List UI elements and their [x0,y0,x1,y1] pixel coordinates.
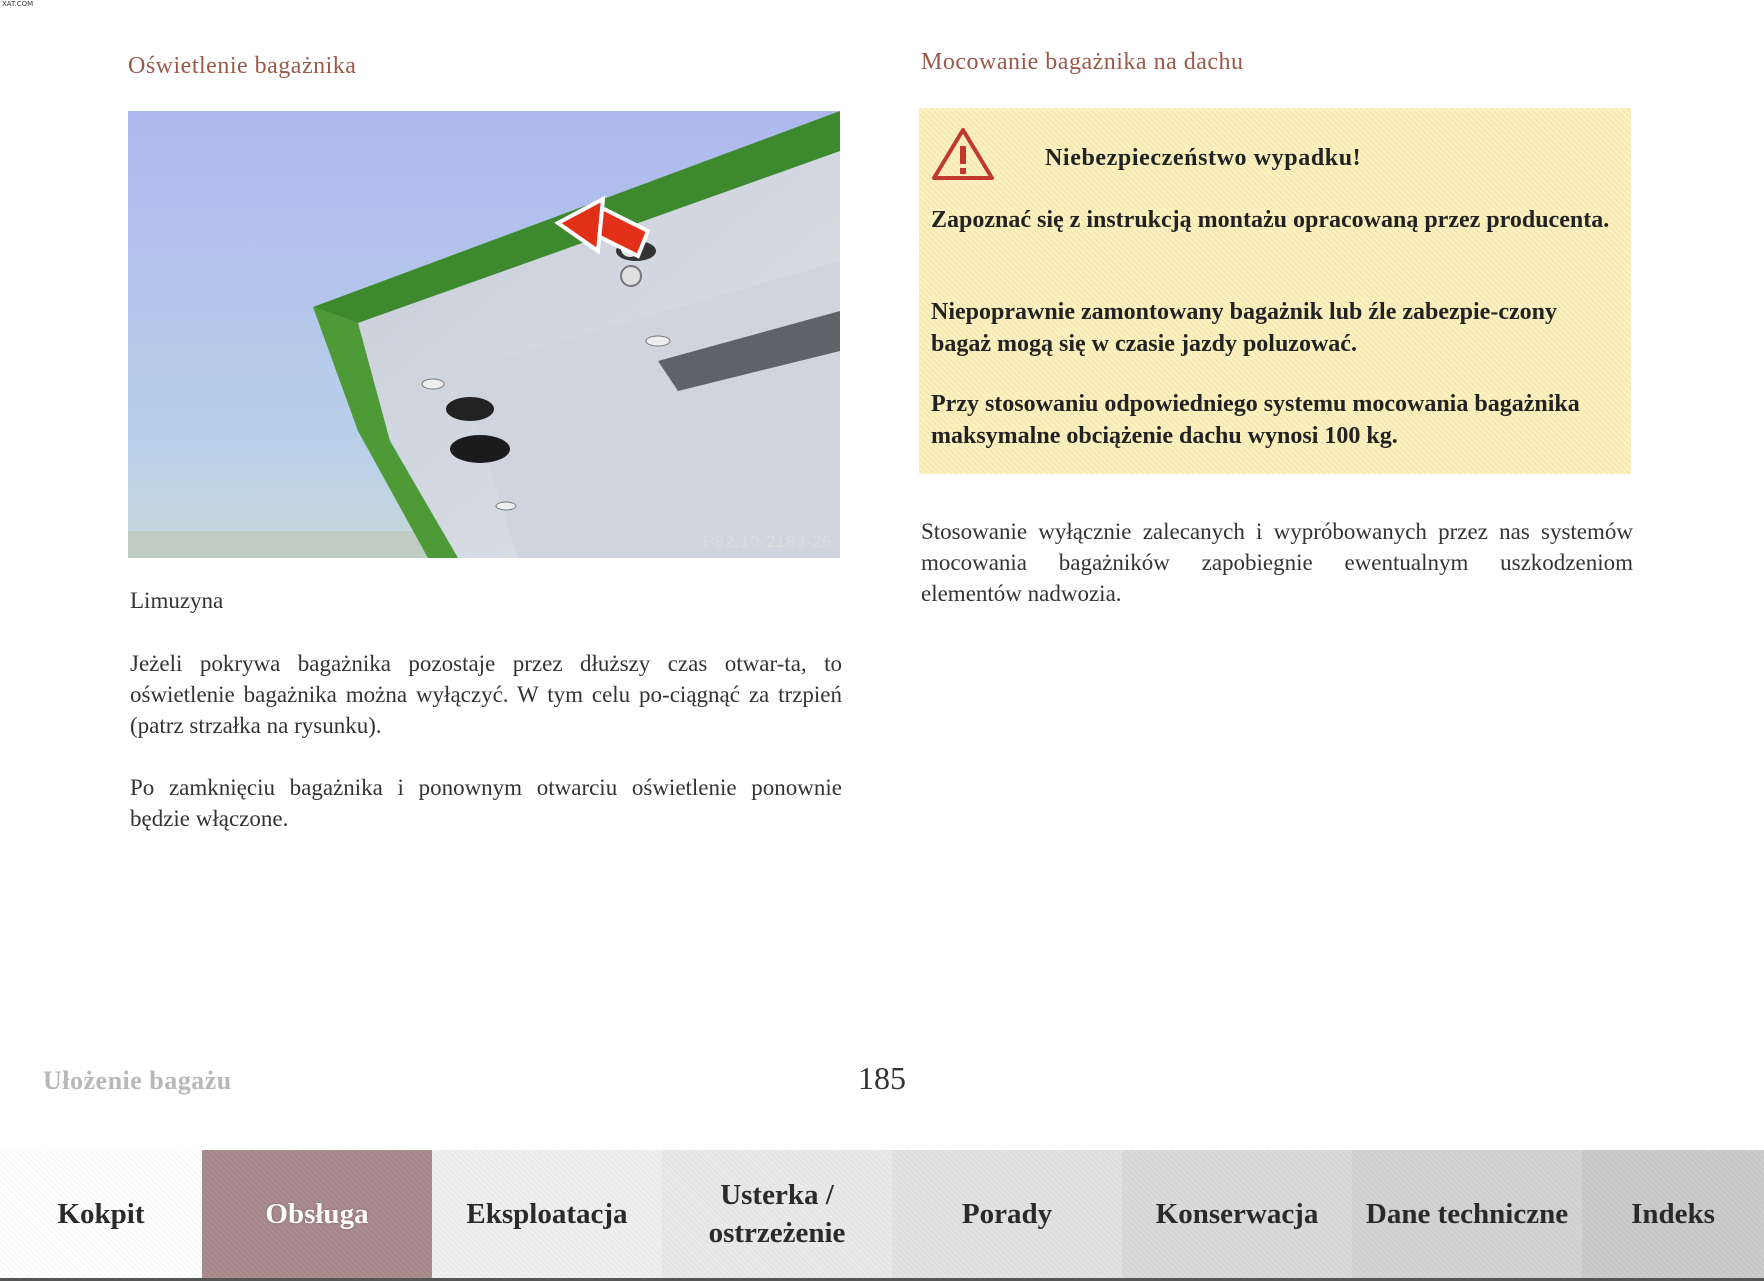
roof-rack-paragraph: Stosowanie wyłącznie zalecanych i wypróbowanych przez nas systemów mocowania bagażników zapobiegnie ewentualnym uszkodzeniom elementów nadwozia. [921,519,1633,606]
section-footer: Ułożenie bagażu [43,1066,232,1095]
watermark: XAT.COM [2,0,34,8]
tab-usterka[interactable]: Usterka / ostrzeżenie [662,1150,892,1278]
warning-text-3: Przy stosowaniu odpowiedniego systemu mocowania bagażnika maksymalne obciążenie dachu wynosi 100 kg. [931,391,1580,449]
figure-caption: Limuzyna [130,588,224,613]
warning-text-1: Zapoznać się z instrukcją montażu opracowaną przez producenta. [931,207,1610,233]
roof-rack-heading: Mocowanie bagażnika na dachu [921,49,1244,75]
paragraph-1: Jeżeli pokrywa bagażnika pozostaje przez dłuższy czas otwar-ta, to oświetlenie bagażnika można wyłączyć. W tym celu po-ciągnąć za trzpień (patrz strzałka na rysunku). [130,651,842,738]
tab-obsluga[interactable]: Obsługa [202,1150,432,1278]
warning-text-2: Niepoprawnie zamontowany bagażnik lub źle zabezpie-czony bagaż mogą się w czasie jazdy poluzować. [931,299,1557,357]
chapter-nav [0,1150,1764,1281]
warning-title: Niebezpieczeństwo wypadku! [1045,145,1362,171]
trunk-light-heading: Oświetlenie bagażnika [128,53,357,79]
tab-kokpit[interactable]: Kokpit [0,1150,202,1278]
tab-porady[interactable]: Porady [892,1150,1122,1278]
warning-header [931,126,1611,186]
trunk-lid-illustration [128,111,840,558]
paragraph-2: Po zamknięciu bagażnika i ponownym otwarciu oświetlenie ponownie będzie włączone. [130,775,842,831]
page-number: 185 [858,1060,906,1096]
tab-konserwacja[interactable]: Konserwacja [1122,1150,1352,1278]
warning-triangle-icon [931,126,995,182]
tab-eksploatacja[interactable]: Eksploatacja [432,1150,662,1278]
tab-dane-techniczne[interactable]: Dane techniczne [1352,1150,1582,1278]
trunk-lid-drawing [128,111,840,558]
figure-code: P82.10-2183-26 [703,532,832,551]
tab-indeks[interactable]: Indeks [1582,1150,1764,1278]
warning-box [919,108,1631,474]
